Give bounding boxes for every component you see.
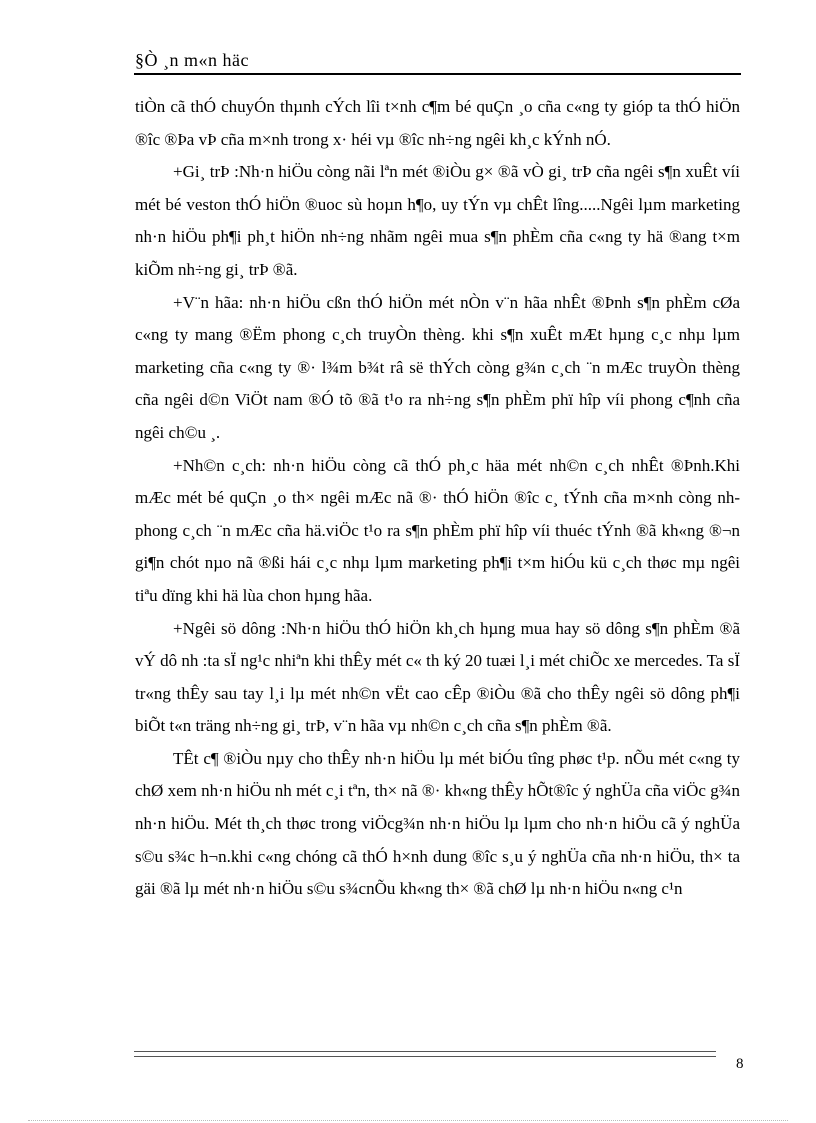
paragraph-continuation: tiÒn cã thÓ chuyÓn thµnh cÝch lîi t×nh c¶m bé quÇn ¸o cña c«ng ty gióp ta thÓ hiÖn ®îc ®Þa vÞ cña m×nh trong x· héi vµ ®îc nh÷ng ngêi kh¸c kÝnh nÓ. — [135, 97, 740, 149]
paragraph-gia-tri: +Gi¸ trÞ :Nh·n hiÖu còng nãi lªn mét ®iÒu g× ®ã vÒ gi¸ trÞ cña ngêi s¶n xuÊt víi mét bé veston thÓ hiÖn ®uoc sù hoµn h¶o, uy tÝn vµ chÊt lîng.....Ngêi lµm marketing nh·n hiÖu ph¶i ph¸t hiÖn nh÷ng nhãm ngêi mua s¶n phÈm cña c«ng ty hä ®ang t×m kiÕm nh÷ng gi¸ trÞ ®ã. — [135, 162, 740, 279]
paragraph-van-hoa: +V¨n hãa: nh·n hiÖu cßn thÓ hiÖn mét nÒn v¨n hãa nhÊt ®Þnh s¶n phÈm cØa c«ng ty mang ®Ëm phong c¸ch truyÒn thèng. khi s¶n xuÊt mÆt hµng c¸c nhµ lµm marketing cña c«ng ty ®· l¾m b¾t râ së thÝch còng g¾n c¸ch ¨n mÆc truyÒn thèng cña ngêi d©n ViÖt nam ®Ó tõ ®ã t¹o ra nh÷ng s¶n phÈm phï hîp víi phong c¶nh cña ngêi ch©u ¸. — [135, 292, 740, 442]
header-rule — [134, 73, 741, 75]
page-bottom-divider — [28, 1120, 788, 1121]
paragraph-nguoi-su-dung: +Ngêi sö dông :Nh·n hiÖu thÓ hiÖn kh¸ch hµng mua hay sö dông s¶n phÈm ®ã vÝ dô nh :ta sÏ ng¹c nhiªn khi thÊy mét c« th ký 20 tuæi l¸i mét chiÕc xe mercedes. Ta sÏ tr«ng thÊy sau tay l¸i lµ mét nh©n vËt cao cÊp ®iÒu ®ã cho thÊy ngêi sö dông ph¶i biÕt t«n träng nh÷ng gi¸ trÞ, v¨n hãa vµ nh©n c¸ch cña s¶n phÈm ®ã. — [135, 618, 740, 736]
page-number: 8 — [736, 1056, 744, 1072]
paragraph-nhan-cach: +Nh©n c¸ch: nh·n hiÖu còng cã thÓ ph¸c häa mét nh©n c¸ch nhÊt ®Þnh.Khi mÆc mét bé quÇn ¸o th× ngêi mÆc nã ®· thÓ hiÖn ®îc c¸ tÝnh cña m×nh còng nh phong c¸ch ¨n mÆc cña hä.viÖc t¹o ra s¶n phÈm phï hîp víi thuéc tÝnh ®ã kh«ng ®¬n gi¶n chót nµo nã ®ßi hái c¸c nhµ lµm marketing ph¶i t×m hiÓu kü c¸ch thøc mµ ngêi tiªu dïng khi hä lùa chon hµng hãa. — [135, 455, 740, 605]
paragraph-conclusion: TÊt c¶ ®iÒu nµy cho thÊy nh·n hiÖu lµ mét biÓu tîng phøc t¹p. nÕu mét c«ng ty chØ xem nh·n hiÖu nh mét c¸i tªn, th× nã ®· kh«ng thÊy hÕt®îc ý nghÜa cña viÖc g¾n nh·n hiÖu. Mét th¸ch thøc trong viÖcg¾n nh·n hiÖu lµ lµm cho nh·n hiÖu cã ý nghÜa s©u s¾c h¬n.khi c«ng chóng cã thÓ h×nh dung ®îc s¸u ý nghÜa cña nh·n hiÖu, th× ta gäi ®ã lµ mét nh·n hiÖu s©u s¾cnÕu kh«ng th× ®ã chØ lµ nh·n hiÖu n«ng c¹n — [135, 748, 740, 899]
header-title: §Ò ¸n m«n häc — [135, 50, 249, 70]
body-text — [135, 91, 740, 906]
footer-rule — [134, 1051, 716, 1057]
